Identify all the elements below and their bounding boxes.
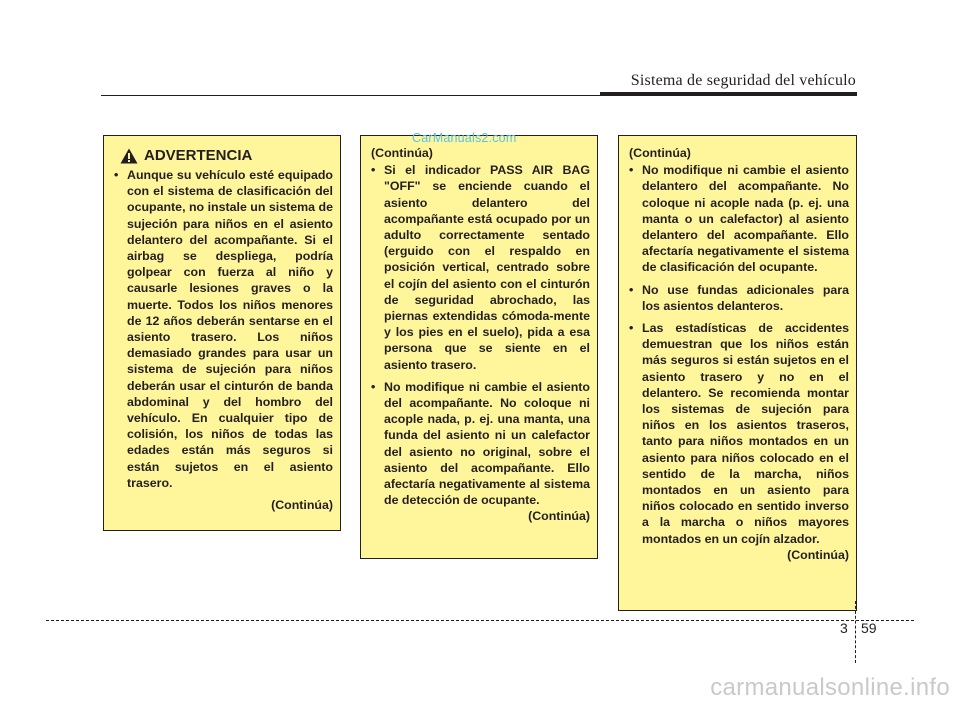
warning-item: • No modifique ni cambie el asiento del acompañante. No coloque ni acople nada, p. ej. una manta, una funda del asiento ni un calefactor del asiento no original, sobre el asiento del acompañante. Ello afectaría negativamente al sistema de detección de ocupante. bbox=[371, 379, 590, 509]
warning-box-3 bbox=[618, 135, 857, 611]
continua-label: (Continúa) bbox=[787, 547, 849, 562]
header-rule-thick bbox=[600, 92, 857, 96]
continua-heading: (Continúa) bbox=[371, 146, 433, 160]
warning-item: • No use fundas adicionales para los asientos delanteros. bbox=[629, 282, 849, 314]
page-header-title: Sistema de seguridad del vehículo bbox=[630, 72, 856, 89]
footer-rule bbox=[46, 620, 914, 621]
page-number-separator bbox=[855, 601, 856, 663]
continua-label: (Continúa) bbox=[271, 498, 333, 513]
page-number: 59 bbox=[861, 620, 877, 636]
continua-heading: (Continúa) bbox=[629, 146, 691, 160]
warning-item: • Si el indicador PASS AIR BAG "OFF" se enciende cuando el asiento delantero del acompañante está ocupado por un adulto correctamente sentado (erguido con el respaldo en posición vertical, centrado sobre el cojín del asiento con el cinturón de seguridad abrochado, las piernas extendidas cómoda-mente y los pies en el suelo), pida a esa persona que se siente en el asiento trasero. bbox=[371, 162, 590, 373]
header-rule-thin bbox=[101, 95, 601, 96]
warning-title: ADVERTENCIA bbox=[144, 147, 253, 164]
chapter-number: 3 bbox=[840, 620, 848, 636]
warning-heading bbox=[120, 147, 333, 165]
watermark-link[interactable]: CarManuals2.com bbox=[412, 131, 517, 145]
site-watermark: carmanualsonline.info bbox=[710, 674, 950, 701]
warning-item: • Las estadísticas de accidentes demuestran que los niños están más seguros si están sujetos en el asiento trasero y no en el delantero. Se recomienda montar los sistemas de sujeción para niños en los asientos traseros, tanto para niños montados en un asiento para niños colocado en el sentido de la marcha, niños montados en un asiento para niños colocado en sentido inverso a la marcha o niños mayores montados en un cojín alzador. bbox=[629, 320, 849, 547]
warning-box-2 bbox=[360, 135, 598, 559]
warning-item: • No modifique ni cambie el asiento delantero del acompañante. No coloque ni acople nada (p. ej. una manta o un calefactor) al asiento delantero del acompañante. Ello afectaría negativamente el sistema de clasificación del ocupante. bbox=[629, 162, 849, 275]
warning-item: • Aunque su vehículo esté equipado con el sistema de clasificación del ocupante, no instale un sistema de sujeción para niños en el asiento delantero del acompañante. Si el airbag se despliega, podría golpear con fuerza al niño y causarle lesiones graves o la muerte. Todos los niños menores de 12 años deberán sentarse en el asiento trasero. Los niños demasiado grandes para usar un sistema de sujeción para niños deberán usar el cinturón de banda abdominal y del hombro del vehículo. En cualquier tipo de colisión, los niños de todas las edades están más seguros si están sujetos en el asiento trasero. bbox=[114, 167, 333, 491]
warning-triangle-icon bbox=[120, 148, 138, 164]
continua-label: (Continúa) bbox=[528, 509, 590, 524]
warning-box-1 bbox=[103, 135, 341, 531]
